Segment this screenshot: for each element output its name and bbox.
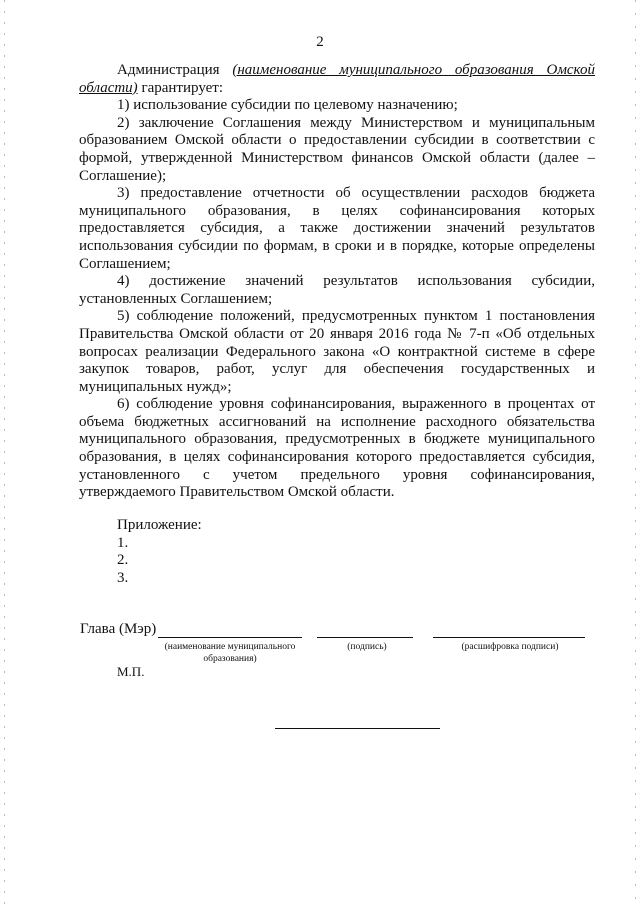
list-item-3: 3) предоставление отчетности об осуществлении расходов бюджета муниципального образования, в целях софинансирования которых предоставляется субсидия, а также достижении значений результатов использования субсидии по формам, в сроки и в порядке, которые определены Соглашением; [79, 185, 595, 272]
signature-label: Глава (Мэр) [80, 621, 157, 637]
name-line [158, 637, 302, 638]
attachments [117, 517, 202, 587]
list-item-6: 6) соблюдение уровня софинансирования, выраженного в процентах от объема бюджетных ассигнований на исполнение расходного обязательства муниципального образования, предусмотренных в бюджете муниципального образования, в целях софинансирования которого предоставляется субсидия, установленного с учетом предельного уровня софинансирования, утверждаемого Правительством Омской области. [79, 396, 595, 501]
intro-prefix: Администрация [117, 62, 233, 78]
closing-line [275, 728, 440, 729]
caption-decode: (расшифровка подписи) [461, 642, 559, 652]
document-body [79, 62, 595, 502]
page-number: 2 [316, 34, 324, 50]
list-item-5: 5) соблюдение положений, предусмотренных пунктом 1 постановления Правительства Омской области от 20 января 2016 года № 7-п «Об отдельных вопросах реализации Федерального закона «О контрактной системе в сфере закупок товаров, работ, услуг для обеспечения государственных и муниципальных нужд»; [79, 308, 595, 395]
attachment-item-2: 2. [117, 552, 129, 569]
stamp-label: М.П. [117, 664, 145, 679]
attachment-item-1: 1. [117, 534, 129, 551]
caption-signature: (подпись) [347, 642, 387, 652]
attachment-item-3: 3. [117, 569, 129, 586]
list-item-1: 1) использование субсидии по целевому назначению; [117, 97, 458, 114]
intro-suffix: гарантирует: [137, 79, 223, 96]
list-item-4: 4) достижение значений результатов использования субсидии, установленных Соглашением; [79, 273, 595, 307]
list-item-2: 2) заключение Соглашения между Министерством и муниципальным образованием Омской области о предоставлении субсидии в соответствии с формой, утвержденной Министерством финансов Омской области (далее – Соглашение); [79, 114, 595, 184]
right-edge-scan-marks [635, 0, 636, 905]
caption-name: (наименование муниципального образования) [164, 642, 296, 664]
intro-underlined: (наименование муниципального образования Омской области) [79, 62, 596, 96]
intro-paragraph [79, 62, 595, 97]
decode-line [433, 637, 585, 638]
signature-line [317, 637, 413, 638]
attachments-title: Приложение: [117, 517, 202, 533]
left-edge-scan-marks [4, 0, 5, 905]
